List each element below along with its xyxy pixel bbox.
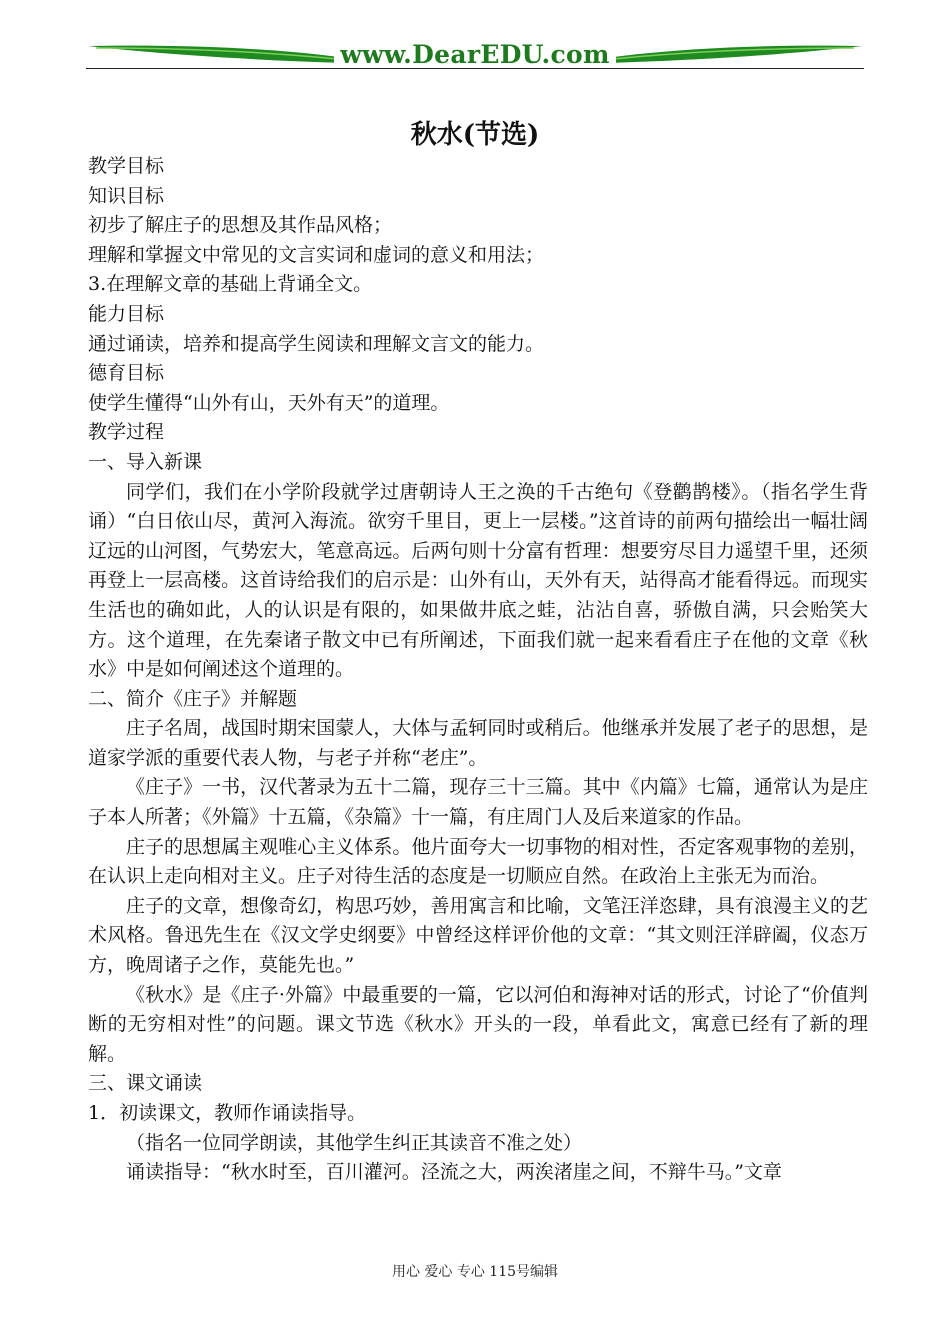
reading-guide: 诵读指导：“秋水时至，百川灌河。泾流之大，两涘渚崖之间，不辩牛马。”文章	[126, 1161, 782, 1184]
goal-line: 使学生懂得“山外有山，天外有天”的道理。	[88, 391, 450, 414]
heading-knowledge-goals: 知识目标	[88, 184, 165, 207]
page-footer: 用心 爱心 专心 115号编辑	[391, 1264, 559, 1280]
goal-line: 理解和掌握文中常见的文言实词和虚词的意义和用法；	[88, 243, 545, 266]
site-brand: www.DearEDU.com	[86, 40, 864, 70]
heading-teaching-process: 教学过程	[88, 421, 165, 444]
page-header	[86, 40, 864, 72]
goal-line: 3.在理解文章的基础上背诵全文。	[88, 273, 373, 296]
paragraph-zhuangzi-bio: 庄子名周，战国时期宋国蒙人，大体与孟轲同时或稍后。他继承并发展了老子的思想，是道家学派的重要代表人物，与老子并称“老庄”。	[88, 717, 868, 769]
paragraph-intro: 同学们，我们在小学阶段就学过唐朝诗人王之涣的千古绝句《登鹳鹊楼》。（指名学生背诵）“白日依山尽，黄河入海流。欲穷千里目，更上一层楼。”这首诗的前两句描绘出一幅壮阔辽远的山河图，气势宏大，笔意高远。后两句则十分富有哲理：想要穷尽目力遥望千里，还须再登上一层高楼。这首诗给我们的启示是：山外有山，天外有天，站得高才能看得远。而现实生活也的确如此，人的认识是有限的，如果做井底之蛙，沾沾自喜，骄傲自满，只会贻笑大方。这个道理，在先秦诸子散文中已有所阐述，下面我们就一起来看看庄子在他的文章《秋水》中是如何阐述这个道理的。	[88, 480, 868, 681]
step-line: 1．初读课文，教师作诵读指导。	[88, 1102, 367, 1124]
section-heading: 二、简介《庄子》并解题	[88, 687, 298, 710]
document-title: 秋水(节选)	[410, 120, 540, 150]
goal-line: 通过诵读，培养和提高学生阅读和理解文言文的能力。	[88, 332, 545, 355]
paragraph-zhuangzi-style: 庄子的文章，想像奇幻，构思巧妙，善用寓言和比喻，文笔汪洋恣肆，具有浪漫主义的艺术风格。鲁迅先生在《汉文学史纲要》中曾经这样评价他的文章：“其文则汪洋辟阖，仪态万方，晚周诸子之作，莫能先也。”	[88, 894, 868, 977]
section-heading: 一、导入新课	[88, 450, 203, 473]
header-rule	[86, 68, 864, 69]
paragraph-zhuangzi-thought: 庄子的思想属主观唯心主义体系。他片面夸大一切事物的相对性，否定客观事物的差别，在认识上走向相对主义。庄子对待生活的态度是一切顺应自然。在政治上主张无为而治。	[88, 835, 868, 888]
heading-moral-goals: 德育目标	[88, 362, 165, 385]
paragraph-zhuangzi-book: 《庄子》一书，汉代著录为五十二篇，现存三十三篇。其中《内篇》七篇，通常认为是庄子本人所著；《外篇》十五篇，《杂篇》十一篇，有庄周门人及后来道家的作品。	[88, 776, 868, 829]
document-body	[88, 152, 868, 1188]
paragraph-qiushui: 《秋水》是《庄子·外篇》中最重要的一篇，它以河伯和海神对话的形式，讨论了“价值判断的无穷相对性”的问题。课文节选《秋水》开头的一段，单看此文，寓意已经有了新的理解。	[88, 983, 868, 1065]
heading-ability-goals: 能力目标	[88, 302, 165, 325]
section-heading: 三、课文诵读	[88, 1072, 203, 1095]
goal-line: 初步了解庄子的思想及其作品风格；	[88, 214, 393, 237]
step-note: （指名一位同学朗读，其他学生纠正其读音不准之处）	[126, 1131, 583, 1154]
heading-teaching-goals: 教学目标	[88, 155, 165, 177]
